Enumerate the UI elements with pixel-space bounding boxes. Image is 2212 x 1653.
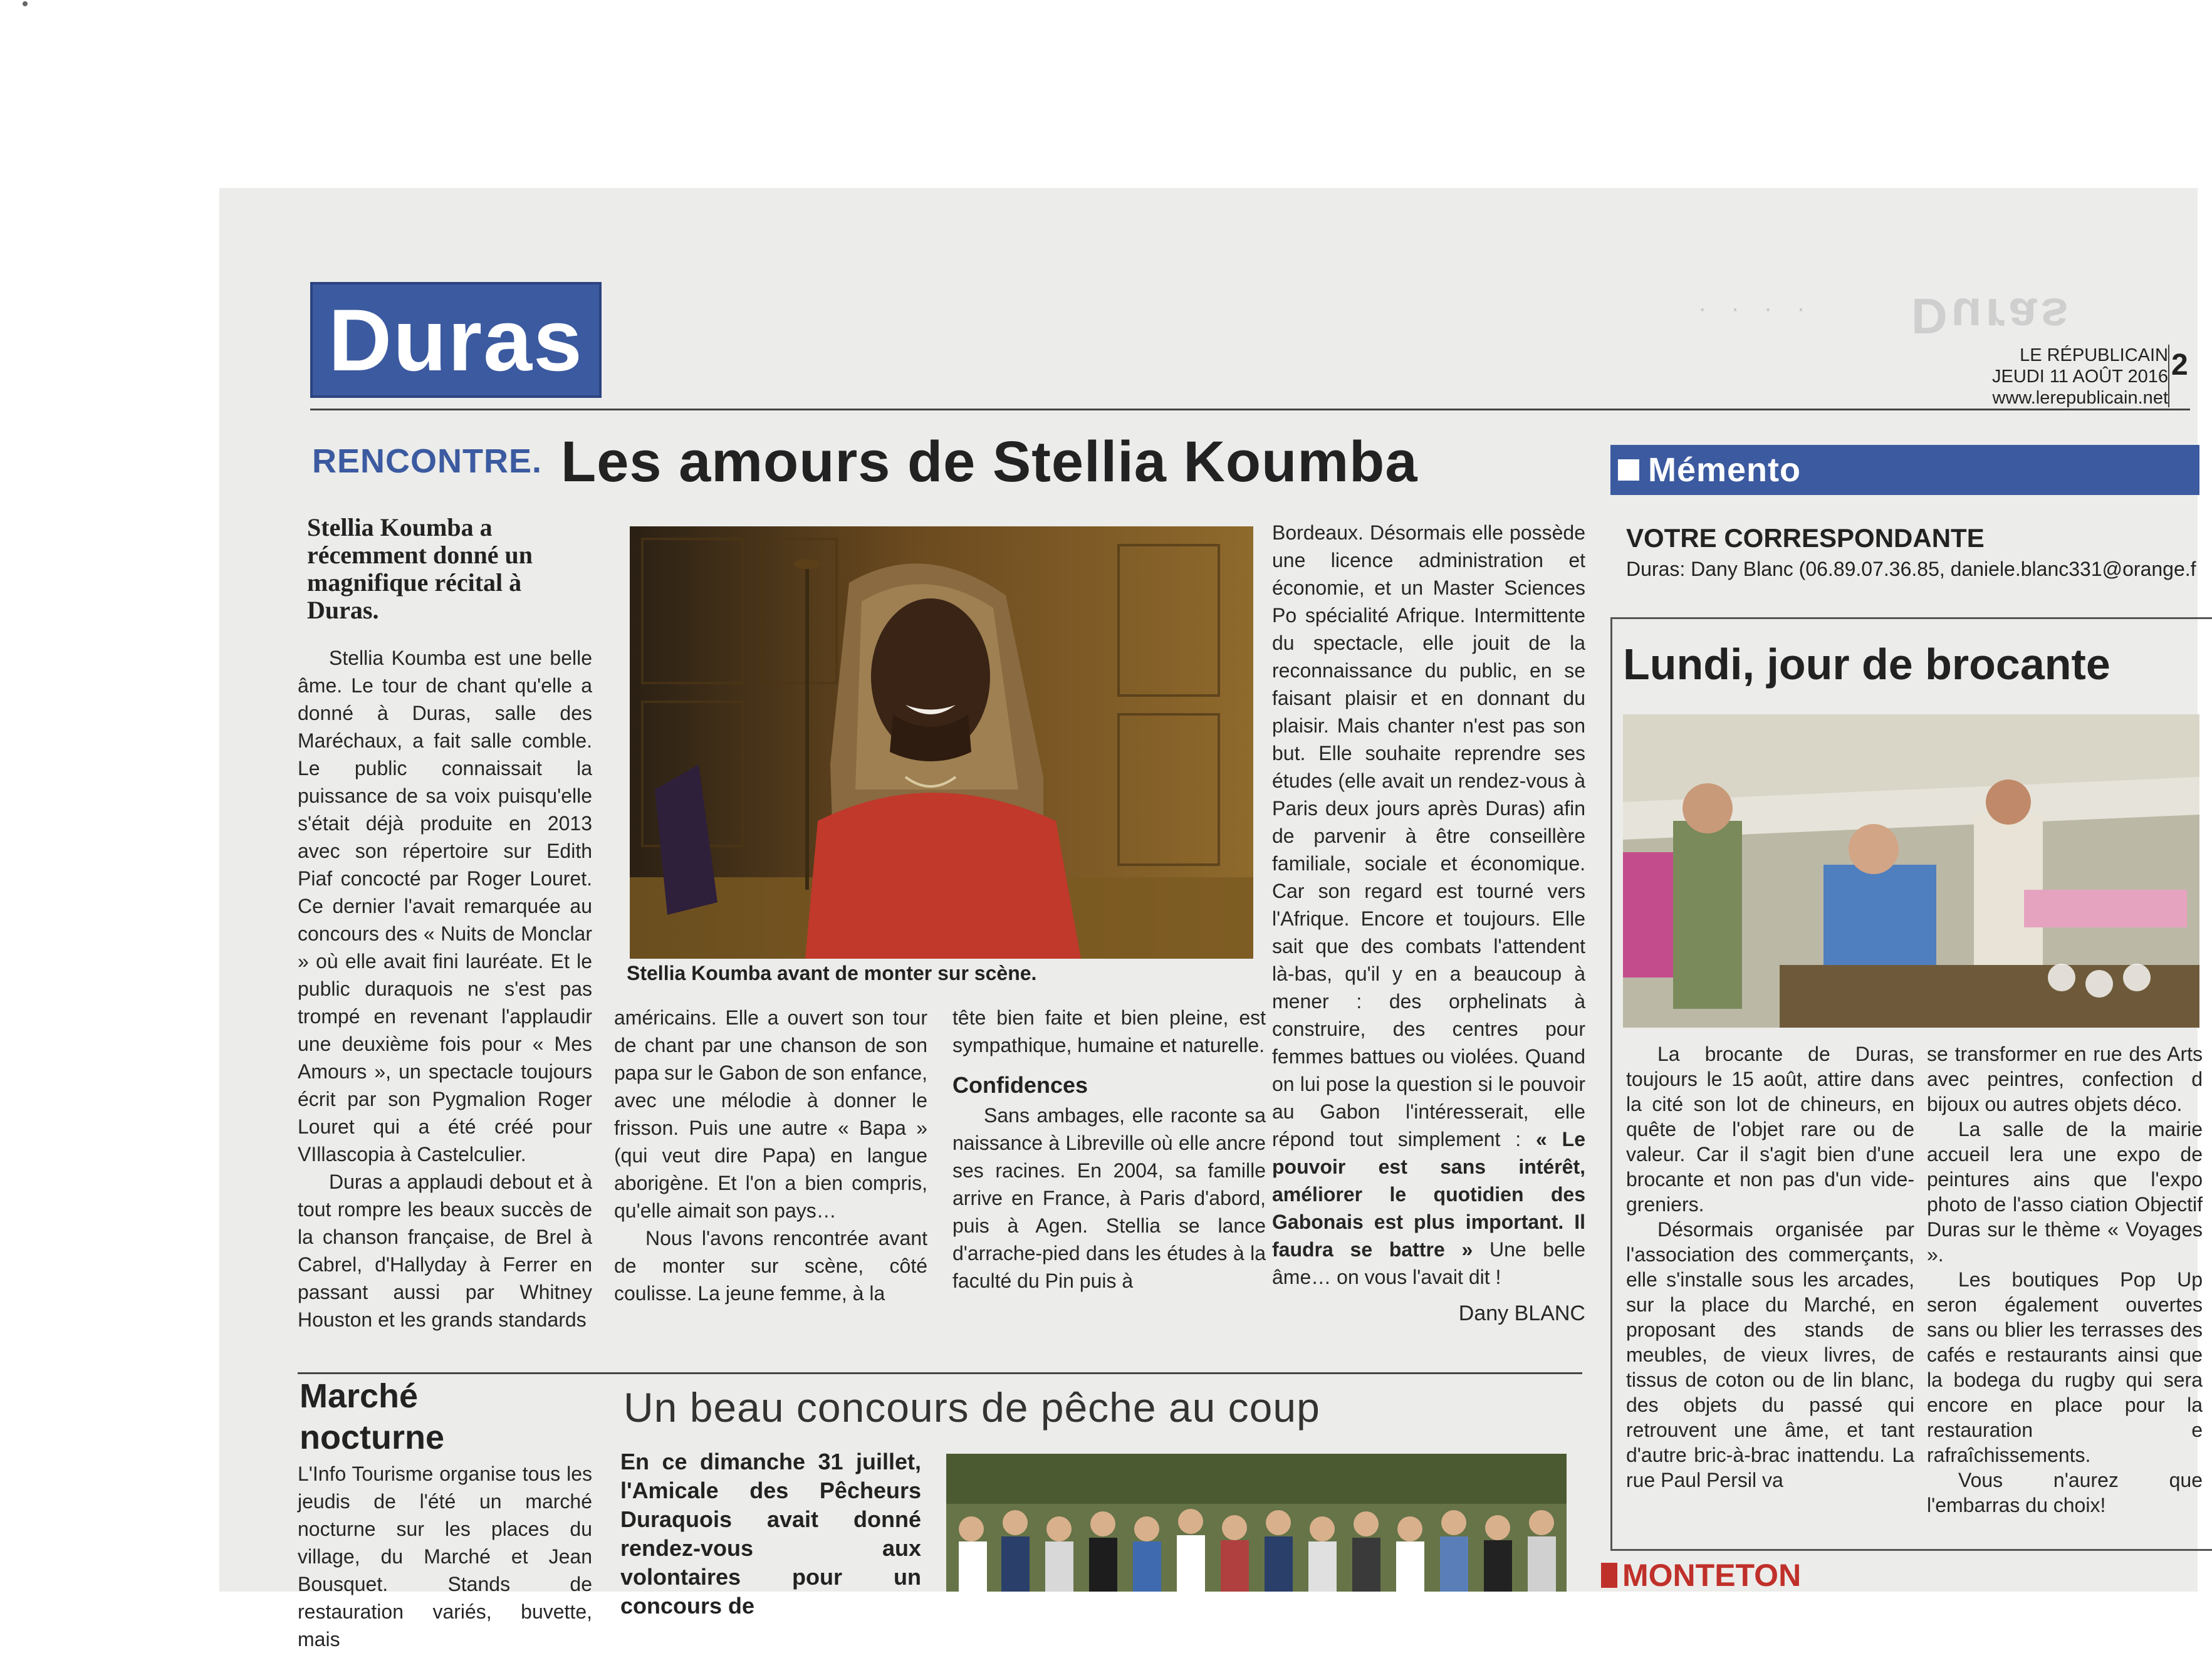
section-rule [298, 1372, 1582, 1374]
article-column-1 [298, 644, 592, 1333]
article-paragraph: Stellia Koumba est une belle âme. Le tour de chant qu'elle a donné à Duras, salle des Maréchaux, a fait salle comble. Le public connaissait la puissance de sa voix puisqu'elle s'était déjà produite en 2013 avec son répertoire sur Edith Piaf concocté par Roger Louret. Ce dernier l'avait remarquée au concours des « Nuits de Monclar » où elle avait fini lauréate. Et le public duraquois ne s'est pas trompé en revenant l'applaudir une deuxième fois pour « Mes Amours », un spectacle toujours écrit par son Pygmalion Roger Louret qui a été créé pour VIllascopia à Castelculier. [298, 647, 592, 1165]
article-paragraph: Duras a applaudi debout et à tout rompre les beaux succès de la chanson française, de Brel à Cabrel, d'Hallyday à Ferrer en passant aussi par Whitney Houston et les grands standards [298, 1171, 592, 1331]
bleed-through-title: Duras [1911, 288, 2072, 344]
market-illustration [1623, 714, 2199, 1028]
brocante-headline: Lundi, jour de brocante [1623, 640, 2110, 689]
publication-website: www.lerepublicain.net [1992, 388, 2168, 408]
memento-bar [1610, 445, 2199, 495]
page-number: 2 [2171, 348, 2188, 382]
masthead-box [310, 282, 602, 398]
publication-info [1980, 345, 2168, 409]
correspondent-line: Duras: Dany Blanc (06.89.07.36.85, daniele.blanc331@orange.f [1626, 558, 2196, 580]
correspondent-title: VOTRE CORRESPONDANTE [1626, 523, 1985, 553]
brocante-column-2 [1927, 1041, 2203, 1518]
article-chapo: Stellia Koumba a récemment donné un magnifique récital à Duras. [307, 513, 533, 624]
article-paragraph: tête bien faite et bien pleine, est sympathique, humaine et naturelle. [952, 1006, 1266, 1056]
article-kicker: RENCONTRE. [312, 442, 543, 480]
article-paragraph: Sans ambages, elle raconte sa naissance à Libreville où elle ancre ses racines. En 2004, sa famille arrive en France, à Paris d'abord, puis à Agen. Stellia se lance d'arrache-pied dans les études à la faculté du Pin puis à [952, 1104, 1266, 1292]
marche-paragraph: L'Info Tourisme organise tous les jeudis de l'été un marché nocturne sur les places du village, du Marché et Jean Bousquet. Stands de restauration variés, buvette, mais [298, 1463, 592, 1650]
memento-label: Mémento [1648, 451, 1802, 489]
article-paragraph: Bordeaux. Désormais elle possède une licence administration et économie, et un Master Sciences Po spécialité Afrique. Intermittente du spectacle, elle jouit de la reconnaissance du public, en se faisant plaisir et en donnant du plaisir. Mais chanter n'est pas son but. Elle souhaite reprendre ses études (elle avait un rendez-vous à Paris deux jours après Duras) afin de parvenir à être conseillère familiale, sociale et économique. Car son regard est tourné vers l'Afrique. Encore et toujours. Elle sait que des combats l'attendent là-bas, qu'il y en a beaucoup à mener : des orphelinats à construire, des centres pour femmes battues ou violées. Quand on lui pose la question si le pouvoir au Gabon l'intéresserait, elle répond tout simplement : [1272, 521, 1585, 1150]
article-column-4 [1272, 519, 1585, 1327]
monteton-label: MONTETON [1622, 1558, 1802, 1593]
brocante-photo [1623, 714, 2199, 1028]
stellia-koumba-photo [630, 526, 1253, 959]
article-column-3 [952, 1004, 1266, 1295]
portrait-illustration [630, 526, 1253, 959]
publication-name: LE RÉPUBLICAIN [2020, 345, 2168, 365]
article-paragraph-end: Une belle âme… on vous l'avait dit ! [1272, 1238, 1585, 1288]
article-paragraph: Nous l'avons rencontrée avant de monter sur scène, côté coulisse. La jeune femme, à la [614, 1227, 927, 1305]
marche-column [298, 1460, 592, 1653]
newspaper-page [219, 188, 2203, 1650]
peche-headline: Un beau concours de pêche au coup [623, 1384, 1320, 1431]
masthead-title: Duras [328, 290, 583, 389]
brocante-paragraph: La brocante de Duras, toujours le 15 août, attire dans la cité son lot de chineurs, en quête de l'objet rare ou de valeur. Car il s'agit bien d'une brocante et non pas d'un vide-greniers. [1626, 1043, 1914, 1216]
brocante-paragraph: Désormais organisée par l'association des commerçants, elle s'installe sous les arcades, sur la place du Marché, en proposant des stands de meubles, de vieux livres, de tissus de coton ou de lin blanc, des objets du passé qui retrouvent une âme, et tant d'autre bric-à-brac inattendu. La rue Paul Persil va [1626, 1218, 1914, 1491]
scan-speck [23, 1, 28, 6]
brocante-paragraph: se transformer en rue des Arts avec peintres, confection d bijoux ou autres objets déco. [1927, 1043, 2203, 1115]
brocante-paragraph: Vous n'aurez que l'embarras du choix! [1927, 1469, 2203, 1516]
marche-headline: Marché nocturne [300, 1377, 445, 1456]
fishing-group-photo [946, 1454, 1567, 1592]
article-column-2 [614, 1004, 927, 1307]
peche-intro: En ce dimanche 31 juillet, l'Amicale des Pêcheurs Duraquois avait donné rendez-vous aux volontaires pour un concours de [620, 1449, 921, 1619]
group-illustration [946, 1454, 1567, 1592]
bleed-through-dots: · · · · [1698, 295, 1814, 322]
top-rule [310, 409, 2190, 410]
brocante-paragraph: La salle de la mairie accueil lera une expo de peintures ains que l'expo photo de l'asso ciation Objectif Duras sur le thème « Voyages ». [1927, 1118, 2203, 1266]
article-signature: Dany BLANC [1458, 1301, 1585, 1325]
brocante-column-1 [1626, 1041, 1914, 1493]
page-number-divider [2168, 345, 2169, 407]
quote-bold: « Le pouvoir est sans intérêt, améliorer le quotidien des Gabonais est plus important. Il faudra se battre » [1272, 1128, 1586, 1261]
monteton-square-icon [1601, 1563, 1617, 1588]
monteton-header [1601, 1557, 1801, 1593]
memento-square-icon [1618, 459, 1639, 481]
article-paragraph: américains. Elle a ouvert son tour de chant par une chanson de son papa sur le Gabon de son enfance, avec une mélodie à donner le frisson. Puis une autre « Bapa » (qui veut dire Papa) en langue aborigène. Et l'on a bien compris, qu'elle aimait son pays… [614, 1006, 927, 1222]
brocante-paragraph: Les boutiques Pop Up seron également ouvertes sans ou blier les terrasses des cafés e restaurants ainsi que la bodega du rugby qui sera encore en place pour la restauration e rafraîchissements. [1927, 1268, 2203, 1466]
publication-date: JEUDI 11 AOÛT 2016 [1991, 367, 2168, 387]
photo-caption: Stellia Koumba avant de monter sur scène. [627, 962, 1037, 984]
subhead-confidences: Confidences [952, 1072, 1088, 1098]
article-headline: Les amours de Stellia Koumba [561, 430, 1418, 494]
